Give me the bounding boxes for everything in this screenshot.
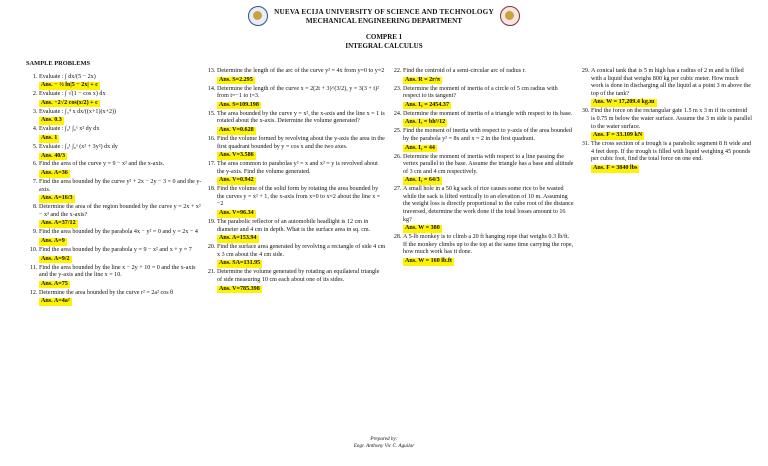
problem-question: 24. Determine the moment of inertia of a triangle with respect to its base.: [403, 110, 573, 117]
problem-question: 9. Find the area bounded by the parabola 4x − y² = 0 and y = 2x − 4: [39, 229, 198, 236]
course-title: COMPRE 1: [365, 33, 403, 41]
problem-item: [403, 86, 574, 110]
problem-question: 30. Find the force on the rectangular gate 1.5 m x 3 m if its centroid is 0.75 m below the water surface. Assume the 3 m side is parallel to the water surface.: [591, 108, 752, 130]
problem-question: 10. Find the area bounded by the parabola y = 9 − x² and x + y = 7: [39, 246, 192, 253]
problem-item: [39, 126, 202, 142]
problem-answer: Ans. W = 17,209.4 kg.m: [593, 99, 655, 106]
problem-answer: Ans. 40/3: [41, 152, 66, 159]
problem-item: [403, 111, 574, 127]
problem-answer: Ans. Iᵧ = 64/3: [405, 177, 440, 184]
problem-answer: Ans. 1: [41, 134, 58, 141]
problem-answer: Ans. A=153.94: [219, 235, 257, 242]
problem-item: [217, 269, 386, 293]
problem-question: 16. Find the volume formed by revolving about the y-axis the area in the first quadrant bounded by y = cos x and the two axes.: [217, 135, 385, 150]
problem-question: 15. The area bounded by the curve y = x², the x-axis and the line x = 1 is rotated about the x-axis. Determine the volume generated?: [217, 110, 385, 125]
prepared-by-label: Prepared by:: [370, 436, 398, 442]
problem-question: 3. Evaluate : ∫₃⁴ x dx/((x+1)(x+2)): [39, 108, 117, 115]
problem-question: 6. Find the area of the curve y = 9 − x² and the x-axis.: [39, 161, 165, 168]
problem-answer: Ans. A=75: [41, 280, 68, 287]
problem-answer: Ans. SA=131.95: [219, 260, 261, 267]
problem-question: 13. Determine the length of the arc of the curve y² = 4x from y=0 to y=2: [217, 68, 385, 74]
problem-item: [591, 108, 752, 139]
problem-item: [39, 74, 202, 90]
problem-item: [217, 111, 386, 135]
problem-answer: Ans. Iₓ = bh³/12: [405, 119, 446, 126]
problem-question: 14. Determine the length of the curve x = 2(2t + 3)^(3/2), y = 3(3 + t)² from t=−1 to t=3.: [217, 85, 379, 100]
author-name: Engr. Anthony Vic C. Aguilar: [353, 442, 415, 449]
footer: [0, 436, 768, 449]
problem-question: 4. Evaluate : ∫₀¹ ∫₀ˣ x² dy dx: [39, 126, 100, 133]
problem-item: [39, 290, 202, 306]
problem-item: [39, 91, 202, 107]
problem-question: 25. Find the moment of inertia with respect to y-axis of the area bounded by the parabola y² = 8x and x = 2 in the first quadrant.: [403, 128, 572, 142]
problem-question: 20. Find the surface area generated by revolving a rectangle of side 4 cm x 3 cm about the 4 cm side.: [217, 244, 386, 258]
problem-question: 23. Determine the moment of inertia of a circle of 5 cm radius with respect to its tangent?: [403, 85, 558, 100]
problem-answer: Ans. V=785.398: [219, 285, 260, 292]
problem-item: [217, 186, 386, 217]
problem-answer: Ans. Iᵧ = 44: [405, 144, 435, 151]
problem-answer: Ans. A=9/2: [41, 255, 70, 262]
problem-question: 8. Determine the area of the region bounded by the curve y = 2x + x² − x³ and the x-axis?: [39, 204, 201, 218]
problem-question: 18. Find the volume of the solid form by rotating the area bounded by the curves y = x² + 1, the x-axis from x=0 to x=2 about the line x = −2: [217, 186, 381, 208]
problem-answer: Ans. A=36: [41, 170, 68, 177]
problem-item: [591, 141, 752, 172]
problem-question: 7. Find the area bounded by the curve y² + 2x − 2y − 3 = 0 and the y-axis.: [39, 179, 202, 193]
department-name: MECHANICAL ENGINEERING DEPARTMENT: [305, 17, 463, 25]
problems-column-2: [204, 68, 386, 295]
problem-list: [26, 74, 202, 306]
problem-item: [39, 161, 202, 177]
problem-item: [217, 136, 386, 160]
problem-answer: Ans. F = 33.109 kN: [593, 132, 643, 139]
problem-answer: Ans. V=0.942: [219, 177, 254, 184]
problem-item: [39, 229, 202, 245]
problem-item: [591, 68, 752, 107]
problems-column-1: [26, 60, 202, 307]
problem-question: 22. Find the centroid of a semi-circular arc of radius r.: [403, 68, 526, 74]
problem-item: [403, 128, 574, 152]
problem-question: 11. Find the area bounded by the line x − 2y + 10 = 0 and the x-axis and the y-axis and the line x = 10.: [39, 264, 196, 279]
problem-answer: Ans. I꜀ = 2454.37: [405, 101, 450, 108]
problem-item: [39, 109, 202, 125]
problem-answer: Ans. − ½ ln|5 − 2x| + c: [41, 82, 98, 89]
problem-answer: Ans. V=96.34: [219, 210, 254, 217]
problem-question: 26. Determine the moment of inertia with respect to a line passing the vertex parallel to the base. Assume the triangle has a base and altitude of 3 cm and 4 cm respectively.: [403, 153, 574, 175]
problem-answer: Ans. A=37/12: [41, 220, 76, 227]
problem-item: [403, 154, 574, 185]
problem-question: 1. Evaluate : ∫ dx/(5 − 2x): [39, 73, 96, 80]
problem-answer: Ans. W = 380: [405, 225, 440, 232]
problem-answer: Ans. R = 2r/π: [405, 76, 440, 83]
problem-question: 17. The area common to parabolas y² = x and x² = y is revolved about the y-axis. Find the volume generated.: [217, 161, 378, 175]
university-name: NUEVA ECIJA UNIVERSITY OF SCIENCE AND TECHNOLOGY: [274, 8, 494, 16]
problem-question: 29. A conical tank that is 5 m high has a radius of 2 m and is filled with a liquid that weighs 800 kg per cubic meter. How much work is done in discharging all the liquid at a point 3 m above the top of the tank?: [591, 68, 751, 97]
problem-item: [39, 265, 202, 289]
problem-question: 27. A small hole in a 50 kg sack of rice causes some rice to be wasted while the sack is lifted vertically to an elevation of 10 m. Assuming the weight loss is directly proportional to the cube root of the distance traversed, determine the work done if the total losses amount to 16 kg?: [403, 186, 574, 223]
problem-answer: Ans. A=4a²: [41, 298, 70, 305]
problem-item: [39, 204, 202, 228]
problem-question: 5. Evaluate : ∫₀¹ ∫₀ˣ (x² + 3y²) dx dy: [39, 143, 118, 150]
subject-title: INTEGRAL CALCULUS: [345, 42, 423, 50]
problem-item: [39, 247, 202, 263]
problem-answer: Ans. A=9: [41, 238, 65, 244]
problem-answer: Ans. V=3.586: [219, 152, 254, 159]
problem-answer: Ans. S=2.295: [219, 76, 253, 83]
problem-answer: Ans. V=0.628: [219, 126, 254, 133]
problem-item: [403, 234, 574, 265]
problems-column-3: [390, 68, 574, 267]
problem-item: [39, 179, 202, 203]
section-title: SAMPLE PROBLEMS: [26, 60, 91, 67]
problem-answer: Ans. S=109.198: [219, 101, 259, 108]
problem-item: [39, 144, 202, 160]
problem-question: 19. The parabolic reflector of an automobile headlight is 12 cm in diameter and 4 cm in depth. What is the surface area in sq. cm.: [217, 219, 371, 233]
problem-question: 21. Determine the volume generated by rotating an equilateral triangle of side measuring 10 cm each about one of its sides.: [217, 269, 380, 283]
problem-item: [217, 244, 386, 268]
problem-answer: Ans. 0.3: [41, 117, 62, 124]
problem-list: [204, 68, 386, 293]
problems-column-4: [578, 68, 752, 174]
problem-answer: Ans. −2√2 cos(x/2) + c: [41, 99, 98, 106]
problem-answer: Ans. F = 3840 lbs: [593, 164, 638, 171]
problem-question: 12. Determine the area bounded by the curve r² = 2a² cos θ: [39, 289, 174, 296]
problem-item: [217, 68, 386, 84]
problem-item: [403, 186, 574, 233]
problem-item: [217, 219, 386, 243]
problem-question: 2. Evaluate : ∫ √(1 − cos x) dx: [39, 91, 106, 98]
problem-question: 28. A 5-lb monkey is to climb a 20 ft hanging rope that weighs 0.3 lb/ft. If the monkey climbs up to the top at the same time carrying the rope, how much work has it done.: [403, 234, 574, 256]
problem-answer: Ans. A=16/3: [41, 195, 73, 202]
problem-answer: Ans. W = 160 lb.ft: [405, 258, 452, 264]
problem-item: [217, 86, 386, 110]
problem-list: [390, 68, 574, 266]
problem-item: [217, 161, 386, 185]
problem-item: [403, 68, 574, 84]
problem-question: 31. The cross section of a trough is a parabolic segment 8 ft wide and 4 feet deep. If the trough is filled with liquid weighing 45 pounds per cubic foot, find the total force on one end.: [591, 141, 751, 163]
problem-list: [578, 68, 752, 173]
